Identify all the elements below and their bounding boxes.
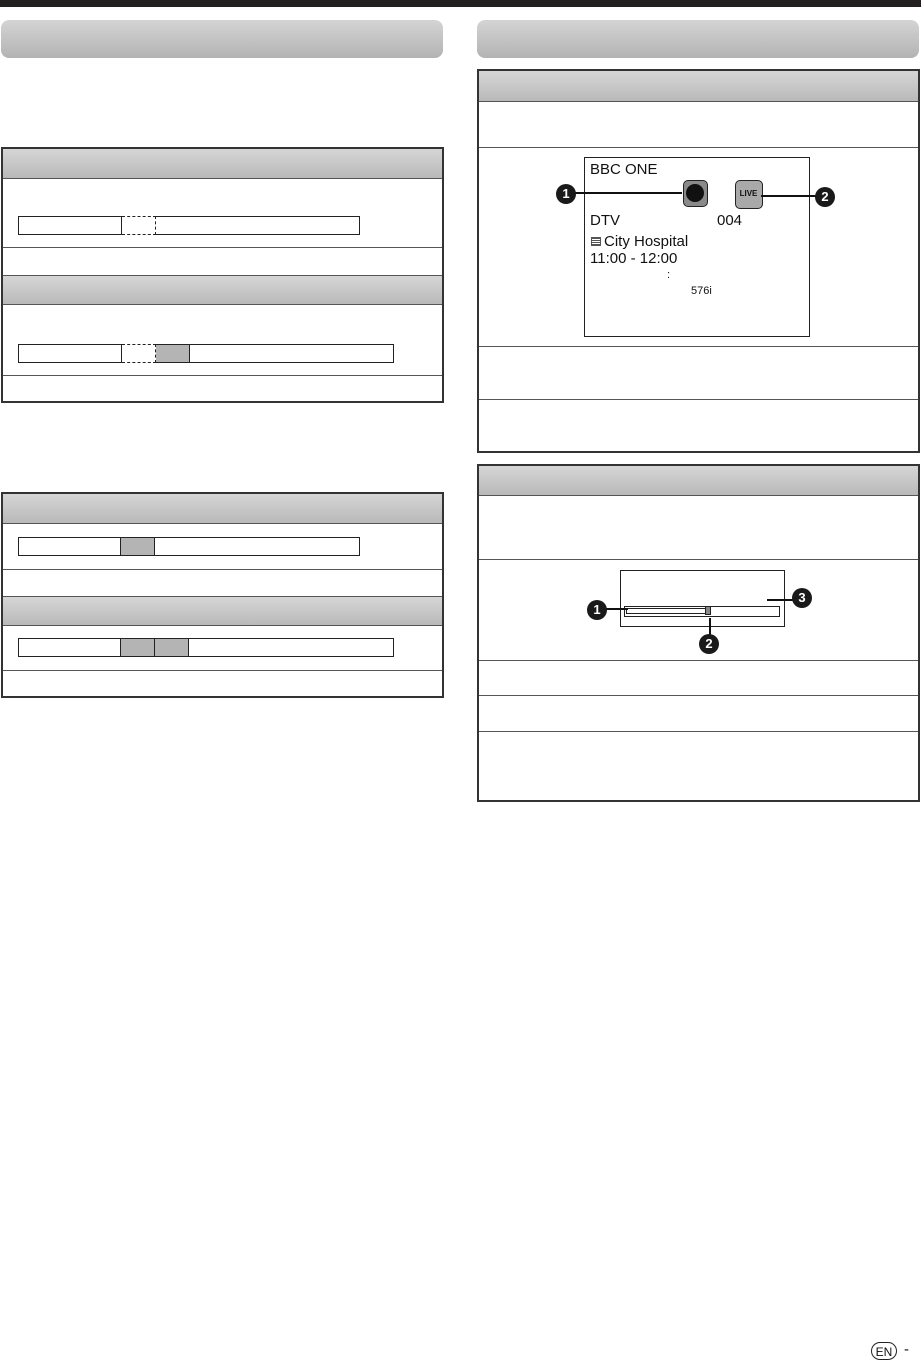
epg-icon	[591, 237, 601, 246]
callout-leader	[767, 599, 793, 601]
divider	[479, 346, 918, 347]
segment-bar-a2	[18, 344, 394, 363]
timeshift-buffer-fill	[626, 608, 707, 614]
separator: :	[667, 269, 671, 281]
record-icon	[686, 184, 704, 202]
language-badge	[871, 1342, 897, 1360]
divider	[479, 731, 918, 732]
callout-2: 2	[699, 634, 719, 654]
live-badge-label: LIVE	[739, 189, 758, 198]
callout-1: 1	[556, 184, 576, 204]
programme-title: City Hospital	[604, 233, 689, 250]
bar-segment-dashed	[122, 344, 156, 363]
divider	[3, 247, 442, 248]
callout-leader	[569, 192, 682, 194]
divider	[3, 304, 442, 305]
divider	[3, 178, 442, 179]
programme-time: 11:00 - 12:00	[590, 250, 678, 267]
channel-name: BBC ONE	[590, 161, 658, 178]
timeshift-progress-bar	[624, 606, 780, 617]
bar-segment	[18, 344, 122, 363]
bar-segment-filled	[121, 639, 155, 656]
bar-segment	[190, 344, 394, 363]
left-table-a	[1, 147, 444, 403]
table-c-header	[479, 71, 918, 101]
callout-leader	[761, 195, 817, 197]
timeshift-playhead	[705, 606, 711, 615]
bar-segment-filled	[121, 538, 155, 555]
right-section-header	[477, 20, 919, 58]
bar-segment	[189, 639, 392, 656]
divider	[479, 559, 918, 560]
callout-3: 3	[792, 588, 812, 608]
bar-segment-filled	[155, 639, 189, 656]
table-b-header-1	[3, 494, 442, 523]
divider	[479, 495, 918, 496]
callout-1: 1	[587, 600, 607, 620]
segment-bar-b1	[18, 537, 360, 556]
timeshift-panel	[620, 570, 785, 627]
divider	[3, 625, 442, 626]
table-d-header	[479, 466, 918, 495]
divider	[3, 569, 442, 570]
bar-segment-filled	[156, 344, 190, 363]
divider	[3, 523, 442, 524]
live-badge	[735, 180, 763, 209]
bar-segment	[19, 639, 121, 656]
left-table-b	[1, 492, 444, 698]
segment-bar-b2	[18, 638, 394, 657]
source-label: DTV	[590, 212, 620, 229]
left-section-header	[1, 20, 443, 58]
top-rule	[0, 0, 921, 7]
divider	[479, 101, 918, 102]
callout-2: 2	[815, 187, 835, 207]
right-table-d	[477, 464, 920, 802]
bar-segment	[19, 538, 121, 555]
bar-segment	[155, 538, 358, 555]
divider	[479, 147, 918, 148]
divider	[3, 670, 442, 671]
bar-segment-dashed	[122, 216, 156, 235]
table-a-header-1	[3, 149, 442, 178]
banner-screen	[584, 157, 810, 337]
divider	[479, 660, 918, 661]
segment-bar-a1	[18, 216, 360, 235]
bar-segment	[156, 216, 360, 235]
table-a-header-2	[3, 276, 442, 304]
divider	[479, 695, 918, 696]
divider	[479, 399, 918, 400]
language-badge-label: EN	[875, 1345, 893, 1359]
page-dash: -	[904, 1341, 909, 1358]
right-table-c	[477, 69, 920, 453]
table-b-header-2	[3, 597, 442, 625]
record-button-graphic	[683, 180, 708, 207]
bar-segment	[18, 216, 122, 235]
resolution: 576i	[691, 285, 712, 297]
channel-number: 004	[717, 212, 743, 229]
divider	[3, 375, 442, 376]
